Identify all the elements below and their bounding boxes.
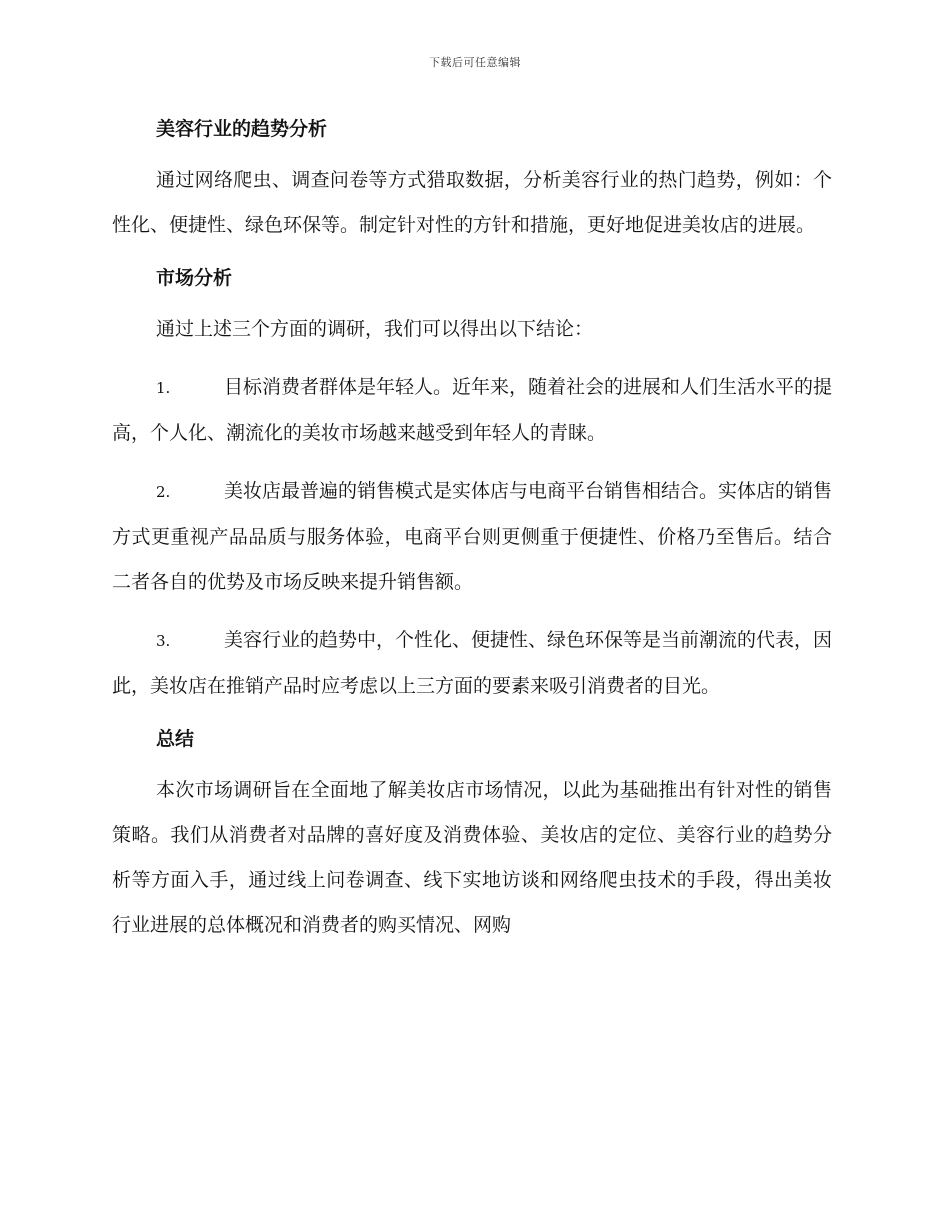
list-item-number: 1. xyxy=(156,379,171,397)
list-item-text: 美妆店最普遍的销售模式是实体店与电商平台销售相结合。实体店的销售方式更重视产品品质与服务体验，电商平台则更侧重于便捷性、价格乃至售后。结合二者各自的优势及市场反映来提升销售额。 xyxy=(112,480,833,593)
paragraph-trend: 通过网络爬虫、调查问卷等方式猎取数据，分析美容行业的热门趋势，例如：个性化、便捷性、绿色环保等。制定针对性的方针和措施，更好地促进美妆店的进展。 xyxy=(112,169,832,236)
paragraph-summary: 本次市场调研旨在全面地了解美妆店市场情况，以此为基础推出有针对性的销售策略。我们从消费者对品牌的喜好度及消费体验、美妆店的定位、美容行业的趋势分析等方面入手，通过线上问卷调查、线下实地访谈和网络爬虫技术的手段，得出美妆行业进展的总体概况和消费者的购买情况、网购 xyxy=(112,779,832,936)
list-item-text: 目标消费者群体是年轻人。近年来，随着社会的进展和人们生活水平的提高，个人化、潮流化的美妆市场越来越受到年轻人的青睐。 xyxy=(112,376,833,444)
section-heading-market: 市场分析 xyxy=(156,267,233,289)
header-note: 下载后可任意编辑 xyxy=(429,56,521,69)
list-item-number: 3. xyxy=(156,632,171,650)
paragraph-market-intro: 通过上述三个方面的调研，我们可以得出以下结论： xyxy=(156,318,594,340)
list-item xyxy=(112,365,832,456)
section-heading-trend: 美容行业的趋势分析 xyxy=(156,118,328,140)
list-item xyxy=(112,618,832,709)
list-item-text: 美容行业的趋势中，个性化、便捷性、绿色环保等是当前潮流的代表，因此，美妆店在推销产品时应考虑以上三方面的要素来吸引消费者的目光。 xyxy=(112,629,833,697)
list-item xyxy=(112,469,832,605)
document-body xyxy=(112,112,832,948)
list-item-number: 2. xyxy=(156,483,171,501)
section-heading-summary: 总结 xyxy=(156,728,195,750)
